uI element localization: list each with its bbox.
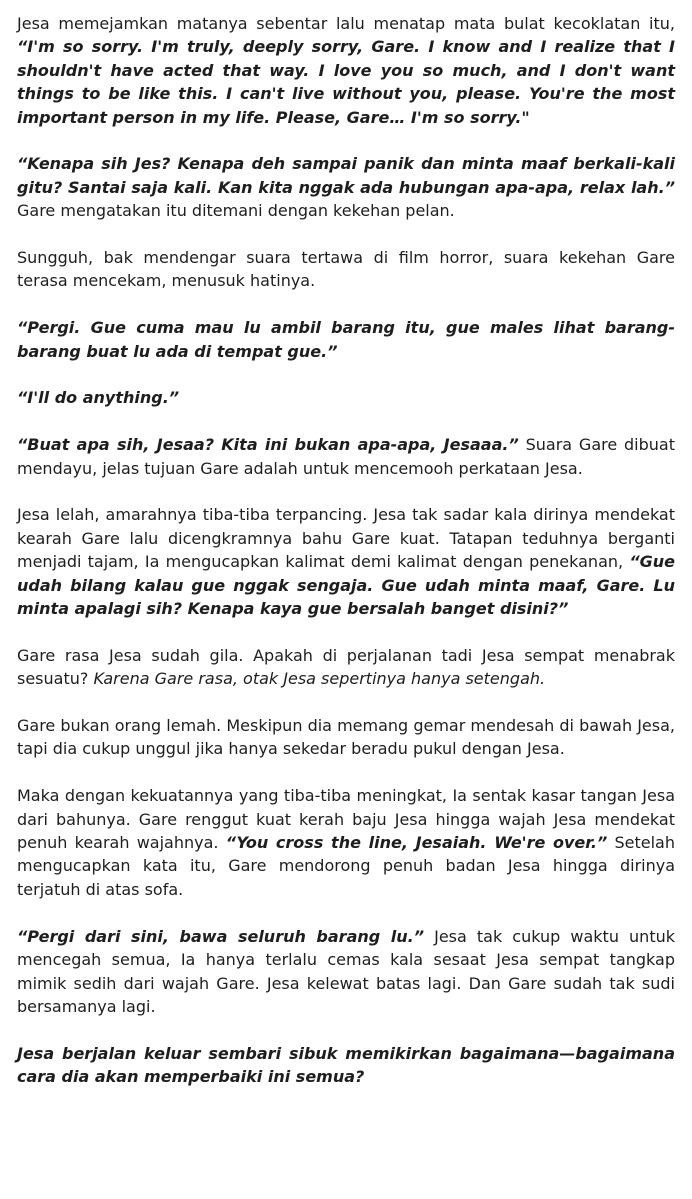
- paragraph-8: [17, 644, 675, 691]
- narration-text: Maka dengan kekuatannya yang tiba-tiba meningkat, Ia sentak kasar tangan Jesa dari bahunya. Gare renggut kuat kerah baju Jesa hingga wajah Jesa mendekat penuh kearah wajahnya.: [17, 786, 675, 853]
- narration-text: Gare bukan orang lemah. Meskipun dia memang gemar mendesah di bawah Jesa, tapi dia cukup unggul jika hanya sekedar beradu pukul dengan Jesa.: [17, 716, 675, 759]
- dialogue-text: “Pergi. Gue cuma mau lu ambil barang itu, gue males lihat barang-barang buat lu ada di tempat gue.”: [17, 318, 675, 361]
- dialogue-text: “You cross the line, Jesaiah. We're over.”: [225, 833, 608, 853]
- paragraph-10: [17, 784, 675, 901]
- paragraph-2: [17, 152, 675, 222]
- paragraph-4: [17, 316, 675, 363]
- narration-text: Jesa lelah, amarahnya tiba-tiba terpancing. Jesa tak sadar kala dirinya mendekat kearah Gare lalu dicengkramnya bahu Gare kuat. Tatapan teduhnya berganti menjadi tajam, Ia mengucapkan kalimat demi kalimat dengan penekanan,: [17, 505, 675, 572]
- narration-text: Sungguh, bak mendengar suara tertawa di film horror, suara kekehan Gare terasa mencekam, menusuk hatinya.: [17, 248, 675, 291]
- closing-line-text: Jesa berjalan keluar sembari sibuk memikirkan bagaimana—bagaimana cara dia akan memperbaiki ini semua?: [17, 1043, 675, 1087]
- paragraph-9: [17, 714, 675, 761]
- paragraph-11: [17, 925, 675, 1019]
- narration-text: Jesa memejamkan matanya sebentar lalu menatap mata bulat kecoklatan itu,: [17, 14, 675, 33]
- narration-text: Gare mengatakan itu ditemani dengan kekehan pelan.: [17, 201, 455, 221]
- paragraph-3: [17, 246, 675, 293]
- narration-text: Suara Gare dibuat mendayu, jelas tujuan Gare adalah untuk mencemooh perkataan Jesa.: [17, 435, 675, 478]
- paragraph-7: [17, 503, 675, 620]
- dialogue-text: “Gue udah bilang kalau gue nggak sengaja. Gue udah minta maaf, Gare. Lu minta apalagi sih? Kenapa kaya gue bersalah banget disini?”: [17, 552, 675, 619]
- paragraph-1: [17, 12, 675, 129]
- inner-thought-text: Karena Gare rasa, otak Jesa sepertinya hanya setengah.: [93, 669, 546, 689]
- dialogue-text: “Pergi dari sini, bawa seluruh barang lu.”: [17, 926, 425, 946]
- dialogue-text: “Buat apa sih, Jesaa? Kita ini bukan apa-apa, Jesaaa.”: [17, 435, 519, 455]
- dialogue-text: “I'm so sorry. I'm truly, deeply sorry, Gare. I know and I realize that I shouldn't have acted that way. I love you so much, and I don't want things to be like this. I can't live without you, please. You're the most important person in my life. Please, Gare… I'm so sorry.": [17, 37, 675, 127]
- paragraph-12: [17, 1042, 675, 1089]
- dialogue-text: “Kenapa sih Jes? Kenapa deh sampai panik dan minta maaf berkali-kali gitu? Santai saja kali. Kan kita nggak ada hubungan apa-apa, relax lah.”: [17, 154, 675, 197]
- narration-text: Setelah mengucapkan kata itu, Gare mendorong penuh badan Jesa hingga dirinya terjatuh di atas sofa.: [17, 833, 676, 899]
- narration-text: Gare rasa Jesa sudah gila. Apakah di perjalanan tadi Jesa sempat menabrak sesuatu?: [17, 645, 675, 689]
- narration-text: Jesa tak cukup waktu untuk mencegah semua, Ia hanya terlalu cemas kala sesaat Jesa sempat tangkap mimik sedih dari wajah Gare. Jesa kelewat batas lagi. Dan Gare sudah tak sudi bersamanya lagi.: [17, 926, 676, 1016]
- dialogue-text: “I'll do anything.”: [17, 388, 180, 408]
- paragraph-6: [17, 433, 675, 480]
- paragraph-5: [17, 386, 675, 409]
